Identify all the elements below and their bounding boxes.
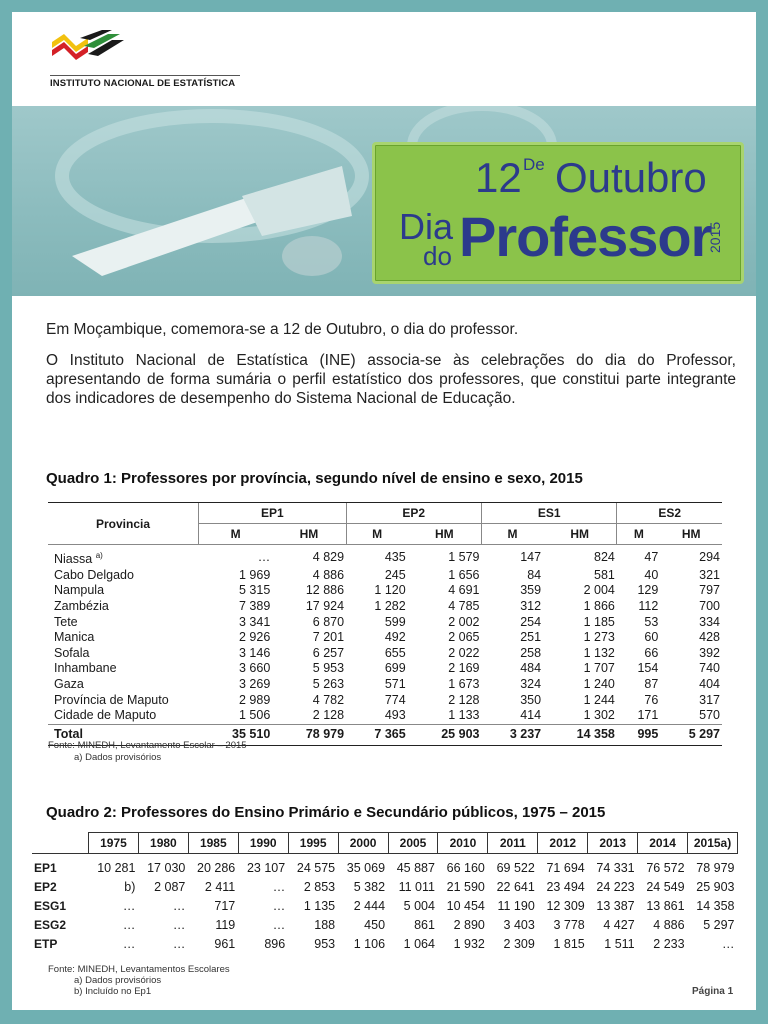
cell-value: 3 403 xyxy=(503,917,535,932)
cell-value: 2 444 xyxy=(353,898,386,913)
intro-text xyxy=(46,320,736,420)
province-name xyxy=(48,599,199,615)
cell-value: … xyxy=(172,898,186,913)
province-label: Cidade de Maputo xyxy=(54,708,157,723)
table-row xyxy=(48,545,722,568)
cell-value: 12 886 xyxy=(305,583,345,598)
cell-value: 797 xyxy=(699,583,720,598)
cell-value: 493 xyxy=(384,708,406,723)
cell-value: 66 160 xyxy=(446,860,485,875)
province-label: Niassa xyxy=(54,552,93,567)
cell-value: 1 282 xyxy=(374,598,406,613)
table2-note-b: b) Incluído no Ep1 xyxy=(74,986,152,997)
title-dia: Dia xyxy=(399,206,454,247)
province-label: Cabo Delgado xyxy=(54,567,134,582)
province-label: Inhambane xyxy=(54,661,117,676)
cell-value: 87 xyxy=(644,676,659,691)
level-label: ESG2 xyxy=(34,917,67,932)
cell-value: 76 572 xyxy=(646,860,685,875)
cell-value: … xyxy=(722,936,735,951)
table-row xyxy=(48,708,722,724)
province-name xyxy=(48,661,199,677)
cell-value: 435 xyxy=(384,550,406,565)
cell-value: 78 979 xyxy=(696,860,735,875)
cell-value: 581 xyxy=(594,567,615,582)
year-header: 1975 xyxy=(89,833,139,854)
cell-value: 4 782 xyxy=(312,692,345,707)
cell-value: 1 866 xyxy=(583,598,615,613)
cell-value: 6 257 xyxy=(312,645,345,660)
cell-value: 2 002 xyxy=(448,614,480,629)
cell-value: 2 233 xyxy=(653,936,685,951)
cell-value: … xyxy=(272,917,286,932)
cell-value: 1 579 xyxy=(448,550,480,565)
table-row xyxy=(32,934,738,953)
cell-value: 17 924 xyxy=(305,598,345,613)
table-row xyxy=(48,630,722,646)
ine-logo xyxy=(50,28,250,88)
title-year: 2015 xyxy=(707,221,723,253)
group-header-es1: ES1 xyxy=(481,503,616,524)
province-name xyxy=(48,677,199,693)
level-label: EP2 xyxy=(34,879,57,894)
group-header-ep2: EP2 xyxy=(346,503,481,524)
cell-value: 1 273 xyxy=(583,630,615,645)
cell-value: 2 087 xyxy=(154,879,186,894)
cell-value: … xyxy=(122,898,136,913)
cell-value: 5 297 xyxy=(703,917,735,932)
table-row xyxy=(32,877,738,896)
cell-value: 2 926 xyxy=(239,630,271,645)
cell-value: 1 707 xyxy=(583,661,615,676)
cell-value: 1 064 xyxy=(403,936,435,951)
cell-value: 60 xyxy=(644,630,659,645)
cell-value: 492 xyxy=(384,630,406,645)
cell-value: 40 xyxy=(644,567,659,582)
cell-value: 22 641 xyxy=(496,879,535,894)
cell-value: 324 xyxy=(520,676,542,691)
cell-value: 359 xyxy=(520,583,542,598)
sub-header-m: M xyxy=(481,524,543,545)
province-label: Zambézia xyxy=(54,598,109,613)
cell-value: 10 281 xyxy=(97,860,136,875)
total-value: 3 237 xyxy=(481,724,543,745)
cell-value: 24 549 xyxy=(646,879,685,894)
cell-value: 14 358 xyxy=(696,898,735,913)
province-label: Manica xyxy=(54,630,95,645)
cell-value: 570 xyxy=(699,708,720,723)
cell-value: 24 223 xyxy=(596,879,635,894)
cell-value: 3 269 xyxy=(239,676,271,691)
cell-value: 428 xyxy=(699,630,720,645)
level-label: EP1 xyxy=(34,860,57,875)
cell-value: … xyxy=(257,550,271,565)
table2-corner xyxy=(32,833,89,854)
cell-value: 4 427 xyxy=(603,917,635,932)
cell-value: 74 331 xyxy=(596,860,635,875)
cell-value: … xyxy=(272,879,286,894)
cell-value: 84 xyxy=(527,567,542,582)
table-row xyxy=(48,599,722,615)
cell-value: 1 932 xyxy=(453,936,485,951)
intro-paragraph-1: Em Moçambique, comemora-se a 12 de Outubro, o dia do professor. xyxy=(46,321,519,338)
cell-value: 404 xyxy=(699,676,720,691)
cell-value: 23 494 xyxy=(546,879,585,894)
year-header: 2013 xyxy=(588,833,638,854)
province-label: Província de Maputo xyxy=(54,692,169,707)
cell-value: 861 xyxy=(414,917,435,932)
cell-value: 2 989 xyxy=(239,692,271,707)
table1-title: Quadro 1: Professores por província, segundo nível de ensino e sexo, 2015 xyxy=(46,470,583,487)
province-name xyxy=(48,615,199,631)
cell-value: 3 778 xyxy=(553,917,585,932)
total-value: 14 358 xyxy=(543,724,617,745)
cell-value: 13 861 xyxy=(646,898,685,913)
cell-value: 10 454 xyxy=(446,898,485,913)
year-header: 2010 xyxy=(438,833,488,854)
table1-note: a) Dados provisórios xyxy=(74,752,162,763)
title-banner xyxy=(12,106,756,296)
cell-value: 5 953 xyxy=(312,661,345,676)
total-value: 995 xyxy=(617,724,660,745)
cell-value: 5 263 xyxy=(312,676,345,691)
cell-value: 7 201 xyxy=(312,630,345,645)
sub-header-m: M xyxy=(617,524,660,545)
table-row xyxy=(48,677,722,693)
sub-header-hm: HM xyxy=(660,524,722,545)
cell-value: 2 065 xyxy=(448,630,480,645)
cell-value: 20 286 xyxy=(197,860,236,875)
table2-professors-by-year xyxy=(32,832,738,953)
cell-value: 740 xyxy=(699,661,720,676)
cell-value: 2 004 xyxy=(583,583,615,598)
cell-value: 25 903 xyxy=(696,879,735,894)
cell-value: 71 694 xyxy=(546,860,585,875)
level-label: ESG1 xyxy=(34,898,67,913)
cell-value: 11 190 xyxy=(497,898,535,913)
group-header-ep1: EP1 xyxy=(199,503,347,524)
cell-value: 66 xyxy=(644,645,659,660)
cell-value: 5 315 xyxy=(239,583,271,598)
total-value: 35 510 xyxy=(199,724,273,745)
cell-value: 700 xyxy=(699,598,720,613)
cell-value: 1 135 xyxy=(303,898,336,913)
table-row xyxy=(48,583,722,599)
cell-value: 5 382 xyxy=(353,879,386,894)
cell-value: 23 107 xyxy=(246,860,286,875)
page-number: Página 1 xyxy=(692,986,734,997)
cell-value: 24 575 xyxy=(296,860,336,875)
cell-value: 2 128 xyxy=(448,692,480,707)
title-month: Outubro xyxy=(555,154,707,201)
cell-value: 47 xyxy=(644,550,659,565)
cell-value: 414 xyxy=(520,708,542,723)
title-do: do xyxy=(423,241,452,271)
sub-header-hm: HM xyxy=(408,524,482,545)
cell-value: 2 890 xyxy=(453,917,485,932)
cell-value: 699 xyxy=(384,661,406,676)
year-header: 1990 xyxy=(238,833,288,854)
table-row xyxy=(32,896,738,915)
province-name xyxy=(48,545,199,568)
table-row xyxy=(32,854,738,878)
province-name xyxy=(48,708,199,724)
cell-value: 3 146 xyxy=(239,645,271,660)
province-header: Provincia xyxy=(48,503,199,545)
cell-value: … xyxy=(172,917,186,932)
province-name xyxy=(48,568,199,584)
cell-value: 655 xyxy=(384,645,406,660)
sub-header-hm: HM xyxy=(543,524,617,545)
province-label: Gaza xyxy=(54,676,84,691)
cell-value: 171 xyxy=(637,708,659,723)
table1-source: Fonte: MINEDH, Levantamento Escolar – 2015 xyxy=(48,740,247,751)
cell-value: 4 886 xyxy=(653,917,685,932)
cell-value: 1 302 xyxy=(583,708,615,723)
cell-value: 3 341 xyxy=(239,614,271,629)
table2-title: Quadro 2: Professores do Ensino Primário e Secundário públicos, 1975 – 2015 xyxy=(46,804,606,821)
cell-value: 1 244 xyxy=(583,692,615,707)
cell-value: 129 xyxy=(637,583,659,598)
cell-value: 188 xyxy=(314,917,336,932)
cell-value: 4 829 xyxy=(312,550,345,565)
cell-value: 4 691 xyxy=(448,583,480,598)
cell-value: 45 887 xyxy=(396,860,435,875)
year-header: 2011 xyxy=(488,833,538,854)
cell-value: … xyxy=(272,898,286,913)
total-value: 7 365 xyxy=(346,724,408,745)
title-de: De xyxy=(523,155,545,174)
total-value: 78 979 xyxy=(272,724,346,745)
cell-value: 317 xyxy=(699,692,720,707)
year-header: 2005 xyxy=(388,833,438,854)
year-header: 2014 xyxy=(638,833,688,854)
table-row xyxy=(32,915,738,934)
cell-value: 2 853 xyxy=(303,879,336,894)
cell-value: 896 xyxy=(264,936,286,951)
cell-value: 450 xyxy=(364,917,386,932)
cell-value: 1 506 xyxy=(239,708,271,723)
sub-header-m: M xyxy=(199,524,273,545)
cell-value: 76 xyxy=(644,692,659,707)
cell-value: 774 xyxy=(384,692,406,707)
cell-value: 599 xyxy=(384,614,406,629)
cell-value: 147 xyxy=(520,550,542,565)
year-header: 2015a) xyxy=(688,833,738,854)
total-value: 5 297 xyxy=(660,724,722,745)
cell-value: 1 133 xyxy=(448,708,480,723)
cell-value: 11 011 xyxy=(398,879,435,894)
cell-value: 69 522 xyxy=(496,860,535,875)
cell-value: 2 309 xyxy=(503,936,535,951)
year-header: 1995 xyxy=(288,833,338,854)
sub-header-m: M xyxy=(346,524,408,545)
cell-value: 1 673 xyxy=(448,676,480,691)
cell-value: 484 xyxy=(520,661,542,676)
total-label: Total xyxy=(48,724,199,745)
level-label: ETP xyxy=(34,936,58,951)
cell-value: 1 656 xyxy=(448,567,480,582)
cell-value: 1 120 xyxy=(374,583,406,598)
cell-value: 1 185 xyxy=(583,614,615,629)
province-name xyxy=(48,693,199,709)
province-note: a) xyxy=(95,551,103,560)
cell-value: 2 411 xyxy=(204,879,236,894)
table-row xyxy=(48,661,722,677)
cell-value: 1 815 xyxy=(553,936,585,951)
cell-value: 571 xyxy=(384,676,406,691)
table2-source: Fonte: MINEDH, Levantamentos Escolares xyxy=(48,964,230,975)
cell-value: 17 030 xyxy=(147,860,186,875)
cell-value: 13 387 xyxy=(596,898,635,913)
province-label: Tete xyxy=(54,614,78,629)
province-label: Sofala xyxy=(54,645,90,660)
province-name xyxy=(48,646,199,662)
table2-sources xyxy=(48,964,230,997)
table1-professors-by-province xyxy=(48,502,722,746)
cell-value: 2 022 xyxy=(448,645,480,660)
cell-value: 5 004 xyxy=(403,898,435,913)
cell-value: 953 xyxy=(314,936,336,951)
page xyxy=(12,12,756,1010)
cell-value: 53 xyxy=(644,614,659,629)
cell-value: 824 xyxy=(594,550,615,565)
intro-paragraph-2: O Instituto Nacional de Estatística (INE) associa-se às celebrações do dia do Professor, apresentando de forma sumária o perfil estatístico dos professores, que constitui parte integrante dos indicadores de desempenho do Sistema Nacional de Educação. xyxy=(46,352,736,407)
year-header: 2012 xyxy=(538,833,588,854)
cell-value: 312 xyxy=(520,598,542,613)
cell-value: … xyxy=(122,917,136,932)
cell-value: 1 240 xyxy=(583,676,615,691)
cell-value: 12 309 xyxy=(546,898,585,913)
cell-value: 7 389 xyxy=(239,598,271,613)
cell-value: 21 590 xyxy=(446,879,485,894)
cell-value: 294 xyxy=(699,550,720,565)
group-header-es2: ES2 xyxy=(617,503,722,524)
day-title-box xyxy=(372,142,744,284)
cell-value: 961 xyxy=(214,936,236,951)
cell-value: 350 xyxy=(520,692,542,707)
table-row xyxy=(48,615,722,631)
cell-value: 245 xyxy=(384,567,406,582)
cell-value: 2 128 xyxy=(312,708,345,723)
cell-value: 6 870 xyxy=(312,614,345,629)
cell-value: 334 xyxy=(699,614,720,629)
table-row xyxy=(48,693,722,709)
cell-value: 717 xyxy=(214,898,236,913)
org-name: INSTITUTO NACIONAL DE ESTATÍSTICA xyxy=(50,78,236,89)
year-header: 2000 xyxy=(338,833,388,854)
cell-value: 1 132 xyxy=(583,645,615,660)
cell-value: … xyxy=(122,936,136,951)
table-row xyxy=(48,646,722,662)
province-name xyxy=(48,630,199,646)
cell-value: 1 106 xyxy=(353,936,386,951)
title-professor: Professor xyxy=(459,205,712,268)
ine-logo-icon xyxy=(50,28,130,68)
cell-value: … xyxy=(172,936,186,951)
year-header: 1985 xyxy=(188,833,238,854)
cell-value: 112 xyxy=(638,598,659,613)
province-name xyxy=(48,583,199,599)
table2-note-a: a) Dados provisórios xyxy=(74,975,162,986)
table-row xyxy=(48,568,722,584)
cell-value: 119 xyxy=(215,917,236,932)
cell-value: 258 xyxy=(520,645,542,660)
cell-value: 1 969 xyxy=(239,567,271,582)
cell-value: 251 xyxy=(520,630,542,645)
title-day-number: 12 xyxy=(475,154,522,201)
province-label: Nampula xyxy=(54,583,105,598)
cell-value: 3 660 xyxy=(239,661,271,676)
cell-value: 35 069 xyxy=(346,860,386,875)
cell-value: 154 xyxy=(637,661,659,676)
total-value: 25 903 xyxy=(408,724,482,745)
cell-value: 321 xyxy=(699,567,720,582)
cell-value: 2 169 xyxy=(448,661,480,676)
cell-value: 4 785 xyxy=(448,598,480,613)
cell-value: 392 xyxy=(699,645,720,660)
cell-value: 1 511 xyxy=(604,936,635,951)
year-header: 1980 xyxy=(138,833,188,854)
cell-value: 4 886 xyxy=(312,567,345,582)
cell-value: 254 xyxy=(520,614,542,629)
sub-header-hm: HM xyxy=(272,524,346,545)
cell-value: b) xyxy=(124,879,136,894)
